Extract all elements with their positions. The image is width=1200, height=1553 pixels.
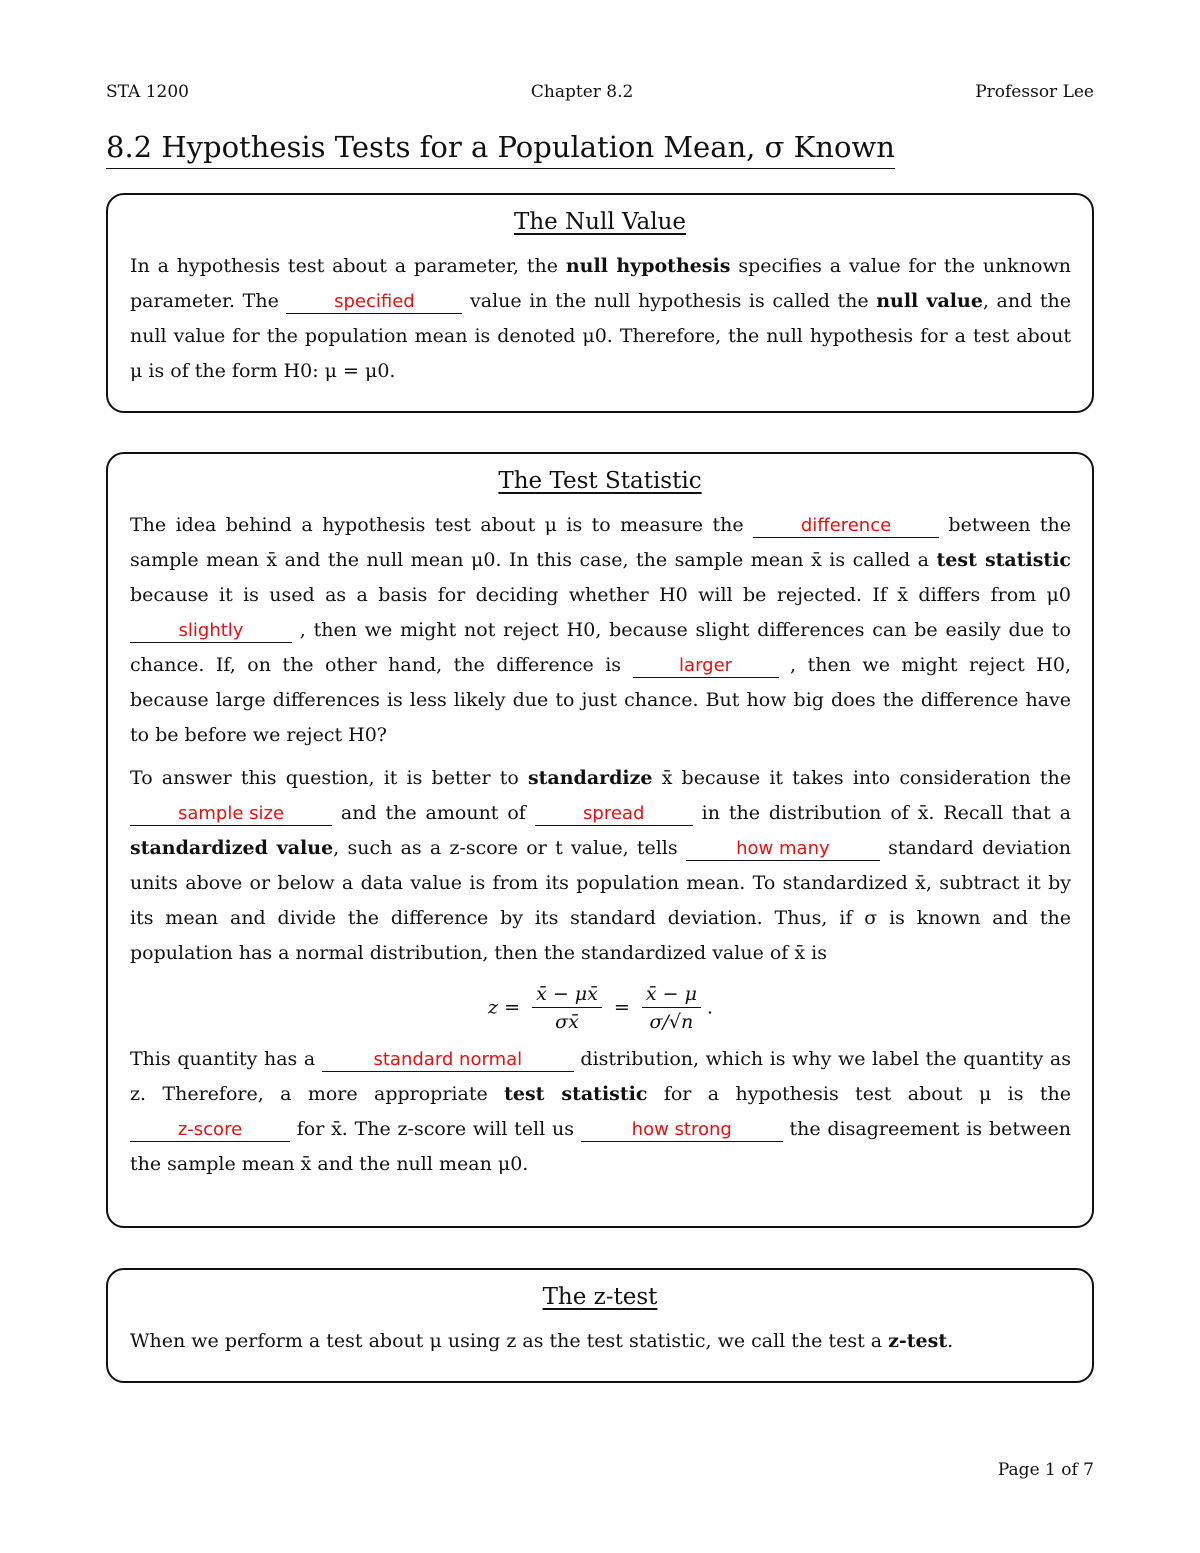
text-run: because it is used as a basis for deciding whether H0 will be rejected. If x̄ differs from μ0 [130,584,1071,606]
fill-blank-answer: how many [686,838,880,861]
text-run: the disagreement is between the sample mean x̄ and the null mean μ0. [130,1118,1071,1175]
text-run: , and the null value for the population mean is denoted μ0. Therefore, the null hypothesis for a test about μ is of the form H0: μ = μ0. [130,290,1071,382]
denominator: σ/√n [649,1011,694,1033]
test-statistic-paragraph-1 [130,508,1071,753]
fraction [642,981,701,1036]
formula-lhs: z = [488,996,521,1019]
null-value-text [108,249,1092,389]
text-run: specifies a value for the unknown parameter. The [130,255,1071,312]
bold-term: z-test [888,1330,948,1352]
bold-term: standardize [527,767,653,789]
z-score-formula [130,981,1071,1036]
numerator: x̄ − μx̄ [532,981,602,1008]
instructor-label: Professor Lee [975,82,1094,102]
text-run: in the distribution of x̄. Recall that a [692,802,1071,824]
page-header [106,82,1094,102]
text-run: , then we might not reject H0, because slight differences can be easily due to chance. If, on the other hand, the difference is [130,619,1071,676]
text-run: When we perform a test about μ using z as the test statistic, we call the test a [130,1330,889,1352]
fill-blank-answer: standard normal [322,1049,574,1072]
fill-blank-answer: difference [753,515,939,538]
fill-blank-answer: how strong [581,1119,783,1142]
bold-term: null hypothesis [565,255,731,277]
text-run: The idea behind a hypothesis test about μ is to measure the [130,514,754,536]
text-run: for a hypothesis test about μ is the [647,1083,1071,1105]
formula-period: . [706,996,713,1019]
test-statistic-paragraph-2 [130,761,1071,971]
text-run: distribution, which is why we label the quantity as z. Therefore, a more appropriate [130,1048,1071,1105]
bold-term: standardized value [130,837,334,859]
chapter-label: Chapter 8.2 [530,82,634,102]
null-value-paragraph [130,249,1071,389]
test-statistic-paragraph-3 [130,1042,1071,1182]
text-run: for x̄. The z-score will tell us [290,1118,581,1140]
denominator: σx̄ [555,1011,579,1033]
test-statistic-heading: The Test Statistic [498,468,702,494]
text-run: between the sample mean x̄ and the null mean μ0. In this case, the sample mean x̄ is called a [130,514,1071,571]
text-run: and the amount of [332,802,535,824]
fraction [532,981,602,1036]
fill-blank-answer: spread [535,803,693,826]
equals-sign: = [613,996,630,1019]
page-number: Page 1 of 7 [997,1460,1094,1480]
course-label: STA 1200 [106,82,189,102]
bold-term: test statistic [504,1083,648,1105]
fill-blank-answer: sample size [130,803,332,826]
text-run: In a hypothesis test about a parameter, the [130,255,566,277]
text-run: , such as a z-score or t value, tells [333,837,686,859]
null-value-box [106,193,1094,413]
test-statistic-box [106,452,1094,1228]
page-title: 8.2 Hypothesis Tests for a Population Mean, σ Known [106,130,895,169]
z-test-text [108,1324,1092,1359]
bold-term: test statistic [936,549,1071,571]
fill-blank-answer: larger [633,655,779,678]
null-value-heading: The Null Value [513,209,687,235]
z-test-paragraph [130,1324,1071,1359]
text-run: To answer this question, it is better to [130,767,528,789]
fill-blank-answer: z-score [130,1119,290,1142]
text-run: x̄ because it takes into consideration the [652,767,1071,789]
test-statistic-text [108,508,1092,1182]
z-test-box [106,1268,1094,1383]
text-run: standard deviation units above or below a data value is from its population mean. To standardized x̄, subtract it by its mean and divide the difference by its standard deviation. Thus, if σ is known and the population has a normal distribution, then the standardized value of x̄ is [130,837,1071,964]
text-run: This quantity has a [130,1048,322,1070]
text-run: . [947,1330,954,1352]
z-test-heading: The z-test [542,1284,658,1310]
numerator: x̄ − μ [642,981,701,1008]
fill-blank-answer: specified [286,291,462,314]
fill-blank-answer: slightly [130,620,292,643]
bold-term: null value [876,290,983,312]
text-run: value in the null hypothesis is called the [462,290,877,312]
text-run: , then we might reject H0, because large differences is less likely due to just chance. But how big does the difference have to be before we reject H0? [130,654,1071,746]
